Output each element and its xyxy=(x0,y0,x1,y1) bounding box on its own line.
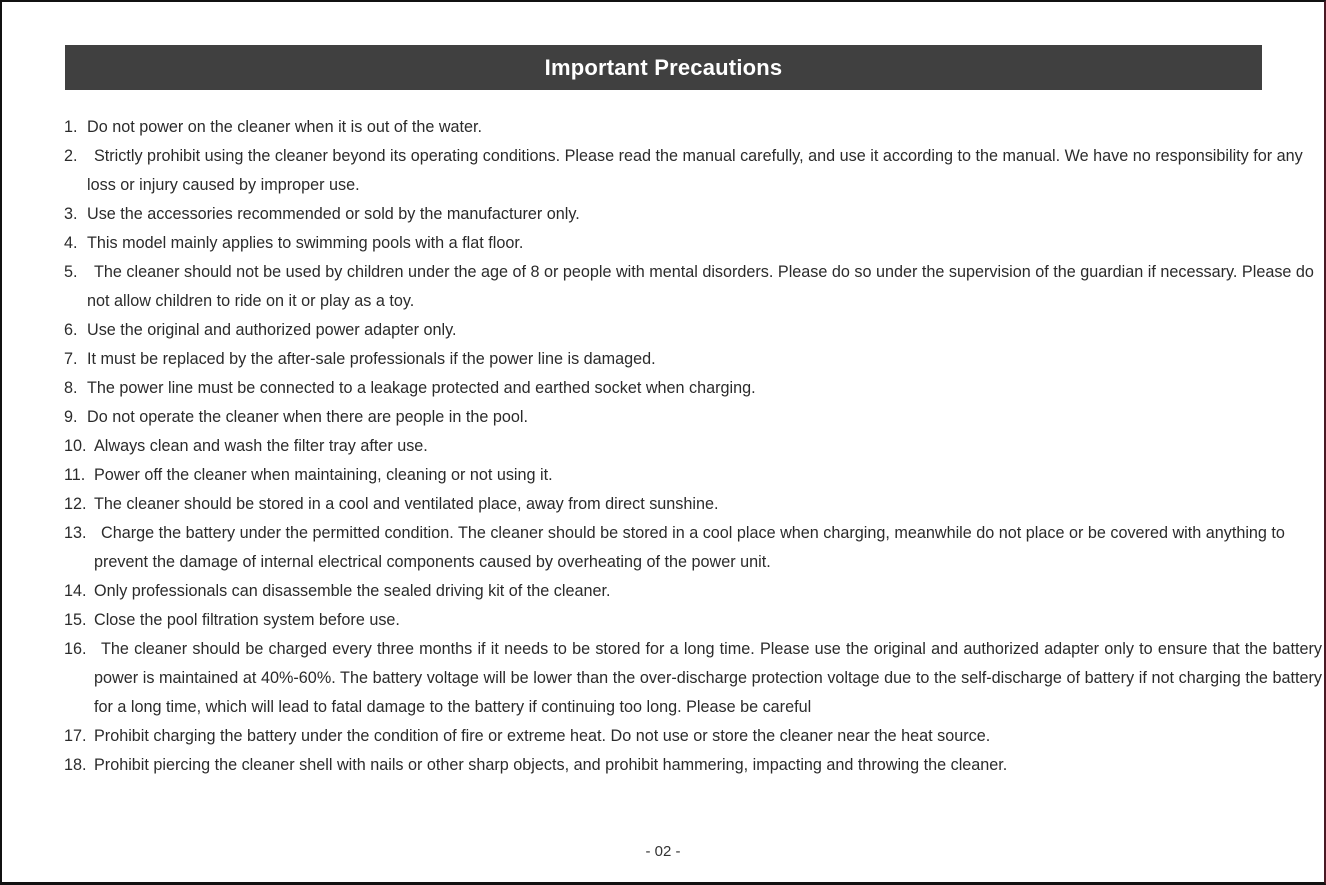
item-text: It must be replaced by the after-sale professionals if the power line is damaged. xyxy=(87,350,656,368)
list-item xyxy=(64,229,1322,258)
list-item xyxy=(64,142,1322,200)
item-number: 6. xyxy=(64,321,78,339)
item-text: The power line must be connected to a leakage protected and earthed socket when charging. xyxy=(87,379,756,397)
item-number: 18. xyxy=(64,756,87,774)
item-text: The cleaner should not be used by children under the age of 8 or people with mental disorders. Please do so under the supervision of the guardian if necessary. Please do not allow children to ride on it or play as a toy. xyxy=(87,263,1314,310)
item-text: Strictly prohibit using the cleaner beyond its operating conditions. Please read the manual carefully, and use it according to the manual. We have no responsibility for any loss or injury caused by improper use. xyxy=(87,147,1303,194)
item-text: Prohibit piercing the cleaner shell with nails or other sharp objects, and prohibit hammering, impacting and throwing the cleaner. xyxy=(94,756,1008,774)
item-number: 15. xyxy=(64,611,87,629)
list-item xyxy=(64,635,1322,722)
item-text: Do not operate the cleaner when there are people in the pool. xyxy=(87,408,528,426)
list-item xyxy=(64,461,1322,490)
list-item xyxy=(64,606,1322,635)
item-number: 9. xyxy=(64,408,78,426)
item-number: 12. xyxy=(64,495,87,513)
item-text: Only professionals can disassemble the sealed driving kit of the cleaner. xyxy=(94,582,611,600)
item-text: Prohibit charging the battery under the condition of fire or extreme heat. Do not use or store the cleaner near the heat source. xyxy=(94,727,991,745)
item-text: This model mainly applies to swimming pools with a flat floor. xyxy=(87,234,524,252)
list-item xyxy=(64,490,1322,519)
list-item xyxy=(64,403,1322,432)
item-text: The cleaner should be charged every three months if it needs to be stored for a long time. Please use the original and authorized adapter only to ensure that the battery power is maintained at 40%-60%. The battery voltage will be lower than the over-discharge protection voltage due to the self-discharge of battery if not charging the battery for a long time, which will lead to fatal damage to the battery if continuing too long. Please be careful xyxy=(94,640,1322,716)
list-item xyxy=(64,432,1322,461)
list-item xyxy=(64,751,1322,780)
item-number: 13. xyxy=(64,524,87,542)
list-item xyxy=(64,258,1322,316)
item-text: Charge the battery under the permitted condition. The cleaner should be stored in a cool place when charging, meanwhile do not place or be covered with anything to prevent the damage of internal electrical components caused by overheating of the power unit. xyxy=(94,524,1285,571)
list-item xyxy=(64,519,1322,577)
item-text: Use the accessories recommended or sold by the manufacturer only. xyxy=(87,205,580,223)
item-number: 10. xyxy=(64,437,87,455)
item-number: 3. xyxy=(64,205,78,223)
list-item xyxy=(64,345,1322,374)
section-title: Important Precautions xyxy=(544,54,783,80)
list-item xyxy=(64,316,1322,345)
item-number: 7. xyxy=(64,350,78,368)
item-number: 17. xyxy=(64,727,87,745)
page-number: - 02 - xyxy=(645,843,681,860)
precautions-list xyxy=(64,113,1322,780)
list-item xyxy=(64,577,1322,606)
item-number: 16. xyxy=(64,640,87,658)
item-number: 5. xyxy=(64,263,78,281)
list-item xyxy=(64,374,1322,403)
item-text: Power off the cleaner when maintaining, cleaning or not using it. xyxy=(94,466,553,484)
item-text: Close the pool filtration system before use. xyxy=(94,611,400,629)
item-number: 11. xyxy=(64,466,86,484)
item-text: Use the original and authorized power adapter only. xyxy=(87,321,457,339)
item-number: 2. xyxy=(64,147,78,165)
list-item xyxy=(64,722,1322,751)
item-number: 8. xyxy=(64,379,78,397)
item-text: The cleaner should be stored in a cool and ventilated place, away from direct sunshine. xyxy=(94,495,719,513)
item-text: Always clean and wash the filter tray after use. xyxy=(94,437,428,455)
section-header-bar xyxy=(65,45,1262,90)
list-item xyxy=(64,200,1322,229)
item-number: 14. xyxy=(64,582,87,600)
item-number: 4. xyxy=(64,234,78,252)
list-item xyxy=(64,113,1322,142)
item-number: 1. xyxy=(64,118,78,136)
item-text: Do not power on the cleaner when it is out of the water. xyxy=(87,118,483,136)
